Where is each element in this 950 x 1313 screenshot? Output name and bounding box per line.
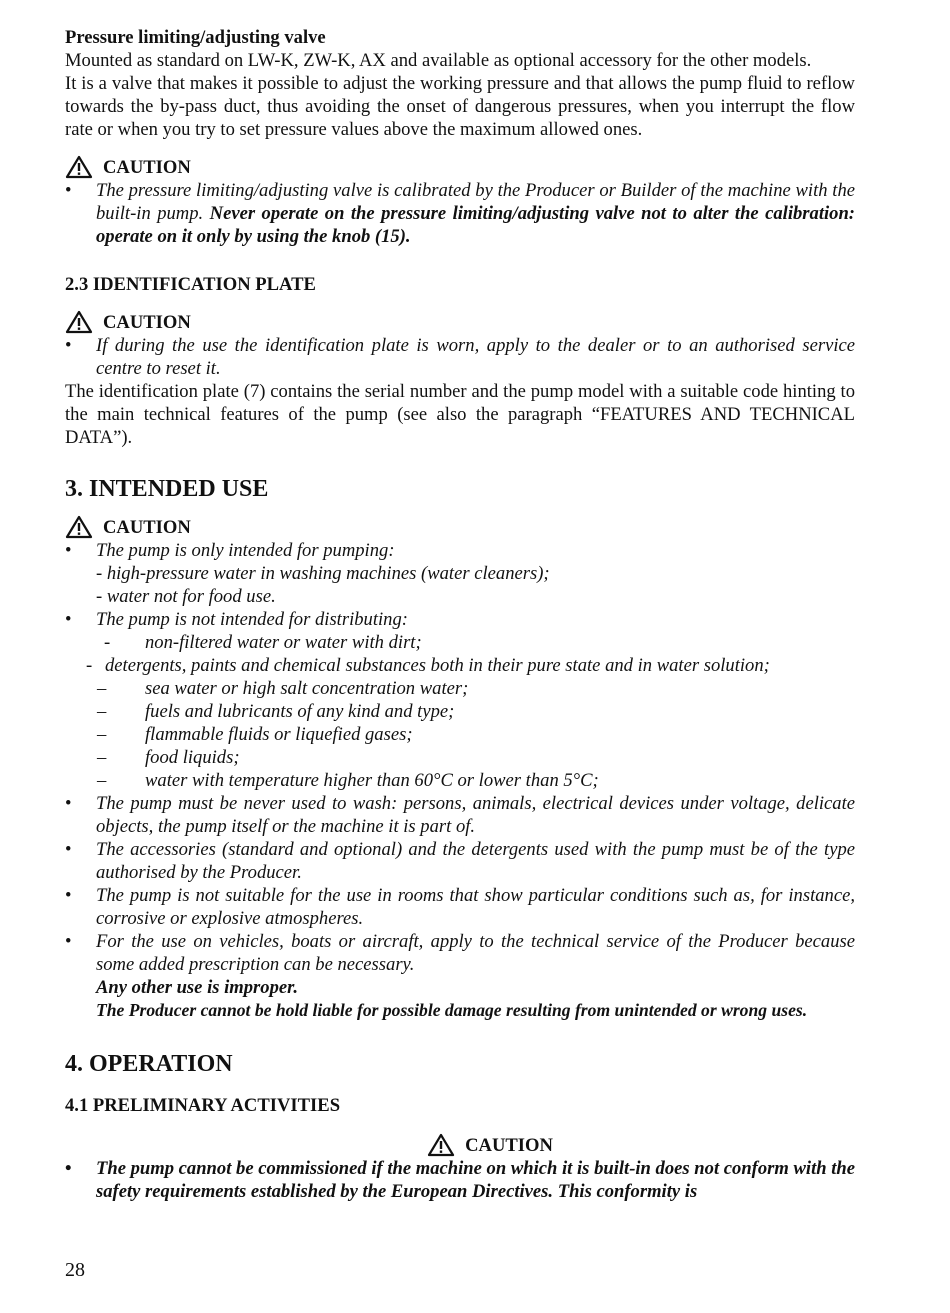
caution-label: CAUTION	[103, 516, 191, 538]
intended-bullet-3: • The pump must be never used to wash: persons, animals, electrical devices under voltage, delicate objects, the pump itself or the machine it is part of.	[65, 793, 855, 837]
warning-triangle-icon	[427, 1133, 455, 1157]
operation-heading: 4. OPERATION	[65, 1051, 233, 1077]
plate-heading: 2.3 IDENTIFICATION PLATE	[65, 274, 316, 295]
operation-caution	[65, 1133, 855, 1157]
bullet-icon: •	[65, 180, 72, 201]
intended-bullet-1	[65, 539, 855, 608]
plate-bullet-text: If during the use the identification plate is worn, apply to the dealer or to an authorised service centre to reset it.	[96, 335, 855, 379]
list-item: – food liquids;	[97, 747, 240, 768]
intended-b1-sub-1: - high-pressure water in washing machines (water cleaners);	[96, 563, 550, 584]
intended-bullet-6: • For the use on vehicles, boats or aircraft, apply to the technical service of the Producer because some added prescription can be necessary. Any other use is improper. The Producer cannot be hold liable for possible damage resulting from unintended or wrong uses.	[65, 931, 855, 1020]
caution-label: CAUTION	[465, 1134, 553, 1156]
list-item: - non-filtered water or water with dirt;	[104, 632, 422, 653]
valve-bullet-italic: The pressure limiting/adjusting valve is calibrated by the Producer or Builder of the machine with the built-in pump.	[96, 180, 855, 224]
list-item: – fuels and lubricants of any kind and type;	[97, 701, 455, 722]
list-item: – flammable fluids or liquefied gases;	[97, 724, 413, 745]
list-item: - detergents, paints and chemical substances both in their pure state and in water solution;	[86, 655, 770, 676]
warning-triangle-icon	[65, 155, 93, 179]
valve-bullet-bold: Never operate on the pressure limiting/adjusting valve not to alter the calibration: operate on it only by using the knob (15).	[96, 203, 855, 247]
valve-caution-bullet	[65, 179, 855, 248]
preliminary-heading: 4.1 PRELIMINARY ACTIVITIES	[65, 1095, 341, 1116]
intended-use-heading: 3. INTENDED USE	[65, 476, 269, 502]
bullet-icon: •	[65, 839, 72, 860]
caution-label: CAUTION	[103, 311, 191, 333]
valve-para-2: It is a valve that makes it possible to adjust the working pressure and that allows the pump fluid to reflow towards the by-pass duct, thus avoiding the onset of dangerous pressures, when you interrupt the flow rate or when you try to set pressure values above the maximum allowed ones.	[65, 73, 855, 140]
warning-triangle-icon	[65, 515, 93, 539]
intended-bullet-2	[65, 608, 855, 631]
intended-b1-sub-2: - water not for food use.	[96, 586, 276, 607]
intended-b2-title: The pump is not intended for distributing:	[96, 609, 408, 630]
liability-note: The Producer cannot be hold liable for possible damage resulting from unintended or wrong uses.	[96, 1000, 808, 1020]
list-item: – water with temperature higher than 60°C or lower than 5°C;	[97, 770, 599, 791]
valve-caution	[65, 155, 855, 179]
intended-use-caution	[65, 515, 855, 539]
bullet-icon: •	[65, 540, 72, 561]
bullet-icon: •	[65, 335, 72, 356]
bullet-icon: •	[65, 1158, 72, 1179]
valve-heading: Pressure limiting/adjusting valve	[65, 27, 326, 48]
improper-use-note: Any other use is improper.	[96, 977, 298, 998]
bullet-icon: •	[65, 793, 72, 814]
plate-caution	[65, 310, 855, 334]
valve-para-1: Mounted as standard on LW-K, ZW-K, AX and available as optional accessory for the other models.	[65, 50, 812, 71]
plate-para: The identification plate (7) contains the serial number and the pump model with a suitable code hinting to the main technical features of the pump (see also the paragraph “FEATURES AND TECHNICAL DATA”).	[65, 381, 855, 448]
document-page	[65, 26, 855, 1203]
plate-caution-bullet	[65, 334, 855, 380]
bullet-icon: •	[65, 931, 72, 952]
intended-b1-title: The pump is only intended for pumping:	[96, 540, 395, 561]
intended-bullet-4: • The accessories (standard and optional) and the detergents used with the pump must be of the type authorised by the Producer.	[65, 839, 855, 883]
page-number: 28	[65, 1259, 85, 1281]
bullet-icon: •	[65, 609, 72, 630]
intended-bullet-5: • The pump is not suitable for the use in rooms that show particular conditions such as, for instance, corrosive or explosive atmospheres.	[65, 885, 855, 929]
caution-label: CAUTION	[103, 156, 191, 178]
bullet-icon: •	[65, 885, 72, 906]
warning-triangle-icon	[65, 310, 93, 334]
list-item: – sea water or high salt concentration water;	[97, 678, 469, 699]
operation-caution-bullet: • The pump cannot be commissioned if the machine on which it is built-in does not conform with the safety requirements established by the European Directives. This conformity is	[65, 1158, 855, 1202]
